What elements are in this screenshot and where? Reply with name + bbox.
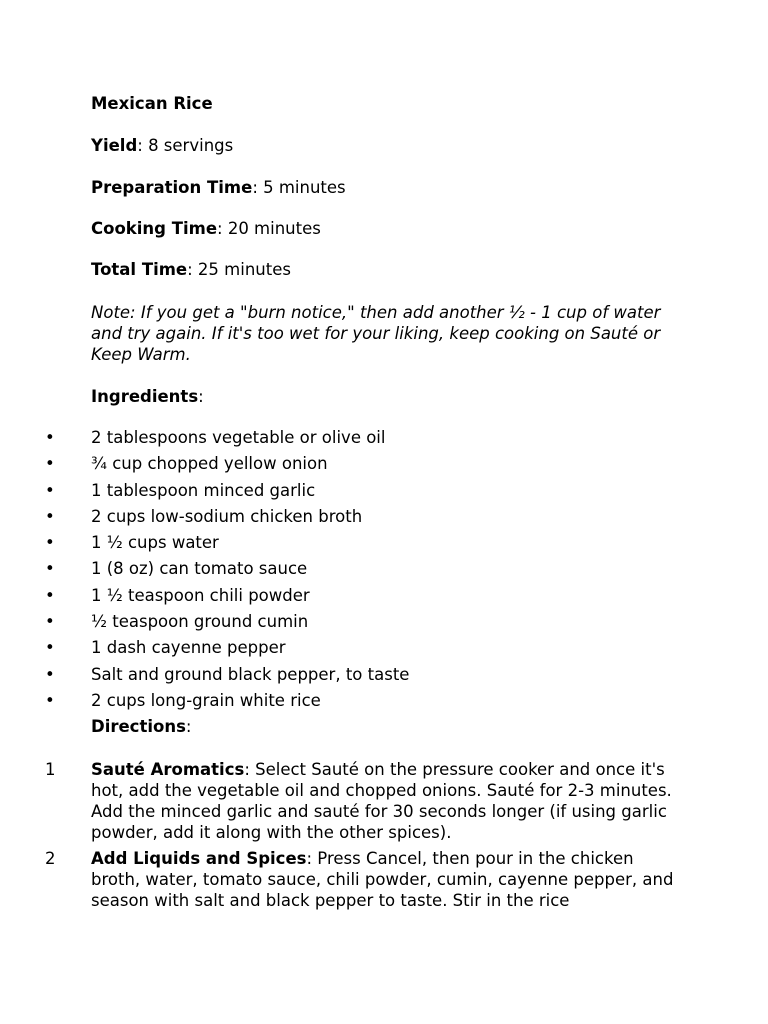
- ingredient-text: 2 cups low-sodium chicken broth: [91, 506, 363, 526]
- ingredients-list: [0, 427, 768, 716]
- cook-time-line: [91, 218, 691, 239]
- directions-heading-colon: :: [185, 717, 192, 736]
- list-item: [0, 585, 768, 611]
- list-item: [0, 453, 768, 479]
- ingredients-heading: [91, 386, 691, 407]
- ingredient-text: 1 dash cayenne pepper: [91, 638, 286, 658]
- list-item: [0, 480, 768, 506]
- ingredient-text: ¾ cup chopped yellow onion: [91, 454, 328, 474]
- step-number: 2: [45, 849, 56, 868]
- cook-time-value: : 20 minutes: [217, 219, 321, 238]
- step-body: : Press Cancel, then pour in the chicken broth, water, tomato sauce, chili powder, cumin, cayenne pepper, and season with salt and black pepper to taste. Stir in the rice: [91, 849, 674, 910]
- bullet-icon: •: [45, 612, 55, 632]
- total-time-label: Total Time: [91, 260, 188, 279]
- list-item: [0, 558, 768, 584]
- bullet-icon: •: [45, 664, 55, 684]
- list-item: [0, 506, 768, 532]
- bullet-icon: •: [45, 690, 55, 710]
- total-time-line: [91, 259, 691, 280]
- recipe-title: [91, 93, 691, 114]
- prep-time-value: : 5 minutes: [252, 178, 346, 197]
- bullet-icon: •: [45, 638, 55, 658]
- list-item: [0, 637, 768, 663]
- list-item: [0, 664, 768, 690]
- bullet-icon: •: [45, 454, 55, 474]
- total-time-value: : 25 minutes: [187, 260, 291, 279]
- ingredient-text: 2 tablespoons vegetable or olive oil: [91, 428, 386, 447]
- list-item: [0, 532, 768, 558]
- directions-heading: [91, 716, 691, 737]
- ingredient-text: Salt and ground black pepper, to taste: [91, 664, 410, 684]
- yield-label: Yield: [91, 136, 138, 155]
- ingredient-text: 1 ½ cups water: [91, 533, 219, 553]
- bullet-icon: •: [45, 428, 55, 447]
- step-title: Add Liquids and Spices: [91, 849, 307, 868]
- bullet-icon: •: [45, 506, 55, 526]
- directions-heading-text: Directions: [91, 717, 186, 736]
- step-number: 1: [45, 760, 56, 779]
- ingredient-text: 1 ½ teaspoon chili powder: [91, 585, 310, 605]
- step-text: [91, 848, 681, 911]
- list-item: [0, 690, 768, 716]
- step-title: Sauté Aromatics: [91, 760, 245, 779]
- recipe-note: Note: If you get a "burn notice," then add another ½ - 1 cup of water and try again. If it's too wet for your liking, keep cooking on Sauté or Keep Warm.: [91, 303, 661, 364]
- list-item: [0, 427, 768, 453]
- step-body: : Select Sauté on the pressure cooker and once it's hot, add the vegetable oil and chopped onions. Sauté for 2-3 minutes. Add the minced garlic and sauté for 30 seconds longer (if using garlic powder, add it along with the other spices).: [91, 760, 672, 842]
- bullet-icon: •: [45, 559, 55, 579]
- bullet-icon: •: [45, 585, 55, 605]
- bullet-icon: •: [45, 533, 55, 553]
- step-text: [91, 759, 681, 843]
- ingredient-text: 1 (8 oz) can tomato sauce: [91, 559, 308, 579]
- prep-time-label: Preparation Time: [91, 178, 253, 197]
- bullet-icon: •: [45, 480, 55, 500]
- ingredient-text: 2 cups long-grain white rice: [91, 690, 321, 710]
- cook-time-label: Cooking Time: [91, 219, 218, 238]
- prep-time-line: [91, 177, 691, 198]
- ingredient-text: 1 tablespoon minced garlic: [91, 480, 316, 500]
- ingredient-text: ½ teaspoon ground cumin: [91, 612, 309, 632]
- recipe-title-text: Mexican Rice: [91, 94, 213, 113]
- ingredients-heading-text: Ingredients: [91, 387, 199, 406]
- yield-line: [91, 135, 691, 156]
- ingredients-heading-colon: :: [198, 387, 204, 406]
- list-item: [0, 611, 768, 637]
- yield-value: : 8 servings: [137, 136, 234, 155]
